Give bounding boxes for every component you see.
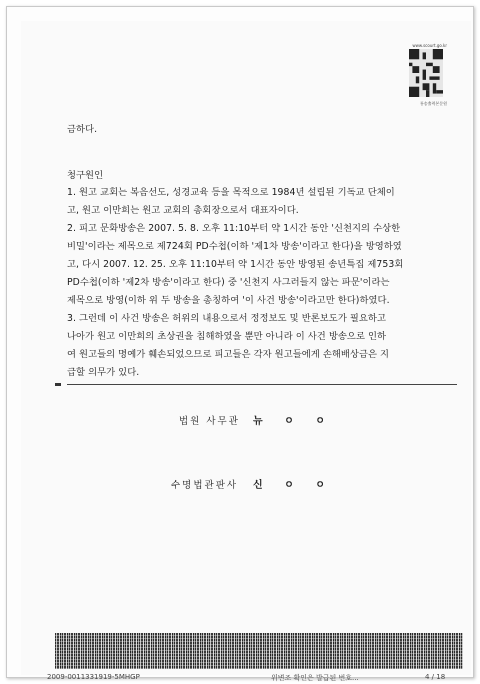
body-line: 3. 그런데 이 사건 방송은 허위의 내용으로서 정정보도 및 반론보도가 필요하고 xyxy=(67,313,386,324)
footer-center-text: 위변조 확인은 발급된 번호... xyxy=(271,674,359,682)
judge-name: 신 ㅇ ㅇ xyxy=(253,480,334,491)
body-line: 여 원고들의 명예가 훼손되었으므로 피고들은 각자 원고들에게 손해배상금은 지 xyxy=(67,349,390,360)
document-frame xyxy=(6,6,474,682)
clerk-label: 법원 사무관 xyxy=(179,416,240,427)
document-page xyxy=(21,21,471,682)
section-heading: 청구원인 xyxy=(67,170,104,181)
qr-url-text: www.scourt.go.kr xyxy=(412,43,447,48)
qr-caption: 통송출력본문원 xyxy=(419,101,447,106)
judge-label: 수명법관판사 xyxy=(171,480,239,491)
separator-line xyxy=(67,384,457,385)
body-line: 비밀'이라는 제목으로 제724회 PD수첩(이하 '제1차 방송'이라고 한다)을 방영하였 xyxy=(67,241,402,252)
body-line: 금하다. xyxy=(67,124,98,135)
body-line: 1. 원고 교회는 복음선도, 성경교육 등을 목적으로 1984년 설립된 기독교 단체이 xyxy=(67,187,395,198)
body-line: 고, 원고 이만희는 원고 교회의 총회장으로서 대표자이다. xyxy=(67,205,299,216)
barcode-strip xyxy=(55,633,463,669)
body-line: 나아가 원고 이만희의 초상권을 침해하였을 뿐만 아니라 이 사건 방송으로 인하 xyxy=(67,331,387,342)
qr-code xyxy=(409,49,443,97)
footer-page-number: 4 / 18 xyxy=(425,673,446,681)
body-line: PD수첩(이하 '제2차 방송'이라고 한다) 중 '신천지 사그러들지 않는 파문'이라는 xyxy=(67,277,390,288)
body-line: 제목으로 방영(이하 위 두 방송을 총칭하여 '이 사건 방송'이라고만 한다)하였다. xyxy=(67,295,390,306)
body-line: 급할 의무가 있다. xyxy=(67,367,140,378)
body-line: 고, 다시 2007. 12. 25. 오후 11:10부터 약 1시간 동안 방영된 송년특집 제753회 xyxy=(67,259,404,270)
footer-doc-id: 2009-0011331919-5MHGP xyxy=(47,673,140,681)
body-line: 2. 피고 문화방송은 2007. 5. 8. 오후 11:10부터 약 1시간 동안 '신천지의 수상한 xyxy=(67,223,401,234)
clerk-name: 뉴 ㅇ ㅇ xyxy=(253,416,334,427)
